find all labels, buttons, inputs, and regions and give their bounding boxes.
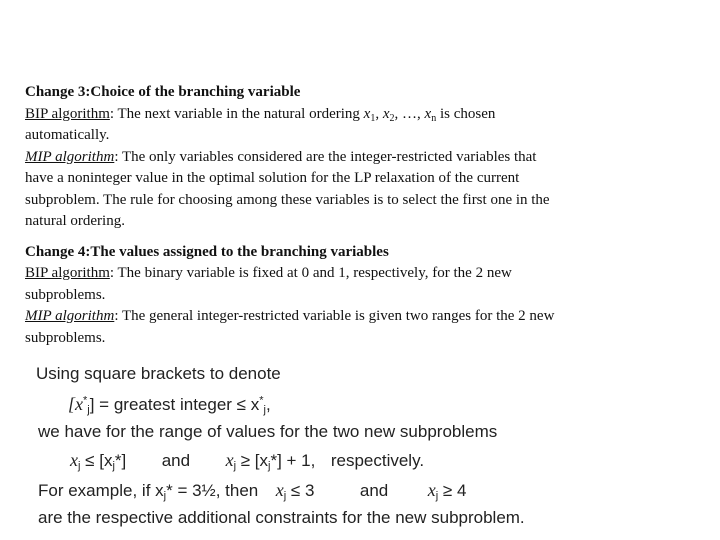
var-xn: x — [424, 105, 432, 122]
scan-line4-d: x — [225, 450, 234, 470]
scan-line-6: are the respective additional constraints for the new subproblem. — [38, 508, 525, 527]
change3-bip-text-a: : The next variable in the natural ordering — [109, 105, 364, 122]
change4-mip-line — [25, 306, 705, 328]
scanned-excerpt — [28, 360, 628, 532]
change3-bip-line — [25, 104, 705, 126]
change3-heading: Change 3:Choice of the branching variable — [25, 84, 301, 100]
change4-mip-label: MIP algorithm — [25, 308, 115, 324]
var-x1-sub: 1 — [370, 112, 376, 124]
scan-line4-and: and — [161, 451, 191, 470]
scan-line4-sub1: j — [78, 460, 81, 472]
scan-line5-sub3: j — [435, 490, 439, 502]
change4-heading: Change 4:The values assigned to the branching variables — [25, 243, 389, 260]
change3-mip-text-2: subproblem. The rule for choosing among these variables is to select the first one in the — [25, 191, 550, 208]
var-x1: x — [363, 105, 371, 122]
change4-mip-text-0: : The general integer-restricted variable is given two ranges for the 2 new — [114, 308, 555, 324]
change4-bip-text-0: : The binary variable is fixed at 0 and 1, respectively, for the 2 new — [109, 265, 512, 281]
scan-line5-a: For example, if x — [38, 481, 164, 500]
scan-line4-sub2: j — [112, 460, 115, 472]
scan-line2-b: ] = greatest integer ≤ x — [89, 395, 260, 414]
scan-line5-c: x — [275, 480, 284, 500]
scan-line2-sub-b: j — [263, 404, 266, 416]
scan-line5-sub1: j — [163, 490, 167, 502]
change4-mip-text-1: subproblems. — [25, 329, 106, 346]
var-comma1: , — [375, 105, 383, 122]
change3-mip-line — [25, 147, 705, 169]
slide-text — [25, 82, 705, 349]
change4-bip-text-1: subproblems. — [25, 286, 106, 303]
scan-line5-e: x — [427, 480, 436, 500]
change3-bip-label: BIP algorithm — [25, 105, 110, 122]
scan-line4-resp: respectively. — [330, 451, 425, 470]
scan-line5-f: ≥ 4 — [438, 481, 467, 500]
scan-line2-a: [x — [68, 394, 83, 414]
scan-line-1: Using square brackets to denote — [36, 364, 281, 383]
scan-line4-c: *] — [114, 451, 127, 470]
scan-line-3: we have for the range of values for the two new subproblems — [38, 422, 498, 441]
scan-line4-sub4: j — [268, 460, 271, 472]
var-ellipsis: , …, — [394, 105, 425, 122]
change3-mip-text-3: natural ordering. — [25, 213, 125, 229]
var-x2-sub: 2 — [389, 112, 395, 124]
scan-line2-sup-b: * — [259, 394, 264, 407]
scan-line-4 — [70, 450, 424, 471]
change4-bip-line — [25, 263, 705, 285]
scan-line4-e: ≥ [x — [236, 451, 269, 470]
scan-line4-b: ≤ [x — [80, 451, 113, 470]
scan-line-2 — [68, 394, 271, 415]
scan-line4-sub3: j — [233, 460, 237, 472]
scan-line4-f: *] + 1, — [270, 451, 316, 470]
scan-line2-c: , — [265, 395, 271, 414]
var-xn-sub: n — [431, 112, 437, 124]
scan-line2-sub-a: j — [87, 404, 90, 416]
var-x2: x — [382, 105, 390, 122]
change3-mip-text-0: : The only variables considered are the integer-restricted variables that — [114, 148, 537, 165]
change3-bip-line2: automatically. — [25, 127, 110, 143]
scan-line2-sup-a: * — [83, 394, 88, 407]
change3-bip-text-b: is chosen — [436, 105, 496, 122]
scan-line5-b: * = 3½, then — [166, 481, 259, 500]
scan-line5-and: and — [359, 481, 389, 500]
change3-mip-label: MIP algorithm — [25, 148, 115, 165]
scan-line5-sub2: j — [283, 490, 287, 502]
scan-line5-d: ≤ 3 — [286, 481, 315, 500]
scan-line-5 — [38, 480, 466, 501]
change4-bip-label: BIP algorithm — [25, 265, 110, 281]
change3-mip-text-1: have a noninteger value in the optimal solution for the LP relaxation of the current — [25, 170, 520, 186]
scan-line4-a: x — [70, 450, 78, 470]
